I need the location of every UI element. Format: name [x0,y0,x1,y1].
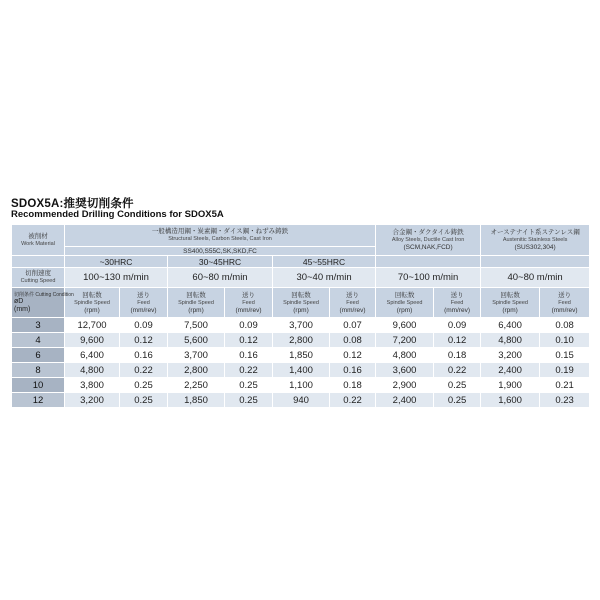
diameter-cell: 8 [12,363,65,378]
structural-name-jp: 一般構造用鋼・炭素鋼・ダイス鋼・ねずみ鋳鉄 [151,228,289,235]
spindle-speed-cell: 1,900 [481,378,540,393]
feed-cell: 0.22 [330,393,376,408]
stainless-steels-header [481,225,590,256]
cutting-speed-jp: 切削速度 [25,270,51,277]
spindle-header-3: 回転数 Spindle Speed (rpm) [273,288,330,318]
spindle-speed-cell: 4,800 [481,333,540,348]
spindle-header-2: 回転数 Spindle Speed (rpm) [168,288,225,318]
feed-cell: 0.16 [225,348,273,363]
spindle-speed-cell: 3,700 [273,318,330,333]
structural-grades [65,247,376,256]
spindle-speed-cell: 7,500 [168,318,225,333]
alloy-hardness-empty [376,256,481,268]
feed-cell: 0.09 [120,318,168,333]
feed-cell: 0.08 [330,333,376,348]
spindle-speed-cell: 9,600 [65,333,120,348]
feed-header-3: 送り Feed (mm/rev) [330,288,376,318]
feed-cell: 0.09 [434,318,481,333]
spindle-speed-cell: 3,700 [168,348,225,363]
table-row [12,333,590,348]
feed-cell: 0.23 [540,393,590,408]
cutting-condition-label [14,291,74,298]
spindle-speed-cell: 3,600 [376,363,434,378]
page-subtitle: Recommended Drilling Conditions for SDOX5A [11,209,224,220]
data-rows [12,318,590,408]
spindle-speed-cell: 4,800 [376,348,434,363]
feed-cell: 0.12 [225,333,273,348]
feed-cell: 0.12 [120,333,168,348]
stainless-name-en: Austenitic Stainless Steels [502,237,568,243]
spindle-speed-cell: 5,600 [168,333,225,348]
table-row [12,348,590,363]
spindle-speed-cell: 940 [273,393,330,408]
hardness-45-55: 45~55HRC [273,256,376,268]
spindle-header-1: 回転数 Spindle Speed (rpm) [65,288,120,318]
spindle-speed-cell: 1,850 [273,348,330,363]
feed-cell: 0.25 [434,393,481,408]
spindle-speed-cell: 3,200 [481,348,540,363]
feed-cell: 0.19 [540,363,590,378]
structural-grades-text: SS400,S55C,SK,SKD,FC [183,247,257,255]
stainless-hardness-empty [481,256,590,268]
structural-steels-header [65,225,376,247]
dia-unit: (mm) [14,306,31,313]
feed-header-4: 送り Feed (mm/rev) [434,288,481,318]
table-row [12,363,590,378]
feed-header-2: 送り Feed (mm/rev) [225,288,273,318]
work-material-en: Work Material [21,240,55,247]
alloy-name-jp: 合金鋼・ダクタイル鋳鉄 [392,229,464,236]
feed-cell: 0.16 [330,363,376,378]
feed-cell: 0.10 [540,333,590,348]
cutting-conditions-table [11,224,590,408]
feed-cell: 0.25 [434,378,481,393]
spindle-speed-cell: 1,400 [273,363,330,378]
cutting-speed-header [12,268,65,288]
feed-header-1: 送り Feed (mm/rev) [120,288,168,318]
spindle-speed-cell: 3,200 [65,393,120,408]
stainless-grades: (SUS302,304) [514,244,556,251]
spindle-header-4: 回転数 Spindle Speed (rpm) [376,288,434,318]
feed-cell: 0.18 [330,378,376,393]
feed-cell: 0.25 [225,378,273,393]
work-material-jp: 被削材 [28,232,48,240]
diameter-cell: 10 [12,378,65,393]
feed-cell: 0.15 [540,348,590,363]
feed-cell: 0.25 [120,378,168,393]
hardness-30-45: 30~45HRC [168,256,273,268]
spindle-speed-cell: 9,600 [376,318,434,333]
feed-cell: 0.21 [540,378,590,393]
stainless-name-jp: オーステナイト系ステンレス鋼 [490,229,580,236]
spindle-speed-cell: 2,900 [376,378,434,393]
spindle-speed-cell: 3,800 [65,378,120,393]
table-row [12,393,590,408]
feed-cell: 0.12 [434,333,481,348]
dia-label: øD [14,298,24,305]
diameter-cell: 3 [12,318,65,333]
hardness-30: ~30HRC [65,256,168,268]
spindle-speed-cell: 7,200 [376,333,434,348]
cond-label-jp: 切削条件 [14,292,35,298]
spindle-speed-cell: 2,800 [273,333,330,348]
feed-cell: 0.16 [120,348,168,363]
feed-cell: 0.25 [120,393,168,408]
feed-cell: 0.18 [434,348,481,363]
diameter-cell: 12 [12,393,65,408]
feed-cell: 0.22 [120,363,168,378]
alloy-steels-header [376,225,481,256]
spindle-speed-cell: 1,100 [273,378,330,393]
speed-stainless: 40~80 m/min [481,268,590,288]
alloy-name-en: Alloy Steels, Ductile Cast Iron [391,237,465,243]
spindle-speed-cell: 12,700 [65,318,120,333]
cutting-speed-en: Cutting Speed [20,278,56,284]
table-row [12,378,590,393]
spindle-speed-cell: 2,400 [376,393,434,408]
feed-cell: 0.07 [330,318,376,333]
feed-cell: 0.08 [540,318,590,333]
feed-cell: 0.22 [434,363,481,378]
feed-cell: 0.22 [225,363,273,378]
page-title: SDOX5A:推奨切削条件 [11,198,134,210]
spindle-speed-cell: 6,400 [481,318,540,333]
hardness-label-cell [12,256,65,268]
feed-cell: 0.12 [330,348,376,363]
diameter-header [12,288,74,318]
spindle-speed-cell: 2,250 [168,378,225,393]
spindle-speed-cell: 2,400 [481,363,540,378]
feed-cell: 0.09 [225,318,273,333]
diameter-cell: 6 [12,348,65,363]
structural-name-en: Structural Steels, Carbon Steels, Cast Iron [168,236,272,242]
spindle-header-5: 回転数 Spindle Speed (rpm) [481,288,540,318]
spindle-speed-cell: 2,800 [168,363,225,378]
diameter-cell: 4 [12,333,65,348]
speed-alloy: 70~100 m/min [376,268,481,288]
spindle-speed-cell: 1,850 [168,393,225,408]
speed-structural-30: 100~130 m/min [65,268,168,288]
speed-structural-30-45: 60~80 m/min [168,268,273,288]
spindle-speed-cell: 4,800 [65,363,120,378]
feed-cell: 0.25 [225,393,273,408]
work-material-header [12,225,65,256]
table-row [12,318,590,333]
spindle-speed-cell: 6,400 [65,348,120,363]
cond-label-en: Cutting Condition [35,292,74,298]
feed-header-5: 送り Feed (mm/rev) [540,288,590,318]
spindle-speed-cell: 1,600 [481,393,540,408]
speed-structural-45-55: 30~40 m/min [273,268,376,288]
alloy-grades: (SCM,NAK,FCD) [403,244,453,251]
